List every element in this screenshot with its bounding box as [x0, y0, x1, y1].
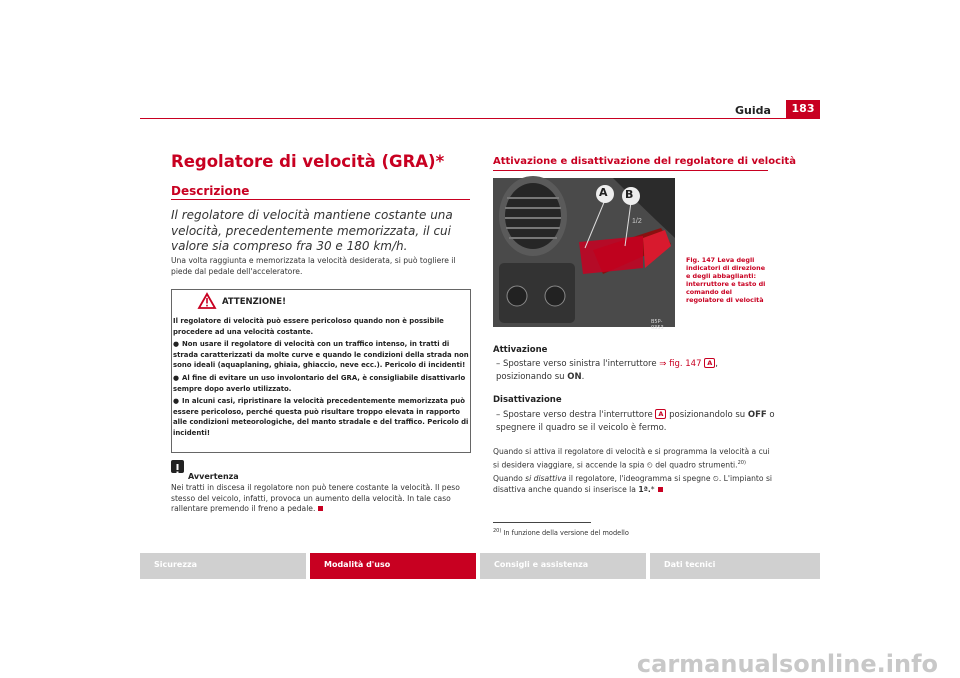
footnote-ref: 20) [737, 459, 746, 466]
bullet-icon: ● [173, 397, 180, 406]
info2-italic: si disattiva [525, 474, 567, 483]
figure-code: B5P-0353 [651, 319, 664, 331]
activation-on-label: ON [567, 371, 582, 382]
activation-end: . [581, 371, 585, 382]
info2-text: il regolatore, l'ideogramma si spegne [566, 474, 713, 483]
bullet-icon: ● [173, 340, 180, 349]
page-number: 183 [786, 100, 820, 118]
figure-reference-link[interactable]: ⇒ fig. 147 [659, 359, 702, 369]
note-body [171, 483, 471, 515]
gear-label: 1ª. [638, 484, 651, 494]
key-a-badge: A [655, 409, 666, 419]
info-paragraph-2 [493, 474, 775, 495]
deactivation-text: – Spostare verso destra l'interruttore [496, 410, 656, 420]
warning-header [172, 290, 470, 313]
note-body-text: Nei tratti in discesa il regolatore non può tenere costante la velocità. Il peso stesso del veicolo, infatti, provoca un aumento della velocità. In tale caso rallentare premendo il freno a pedale. [171, 483, 460, 514]
info-paragraph-1 [493, 447, 775, 471]
info2-end: * [650, 484, 655, 494]
warning-item-text: In alcuni casi, ripristinare la velocità precedentemente memorizzata può essere pericoloso, perché questa può risultare troppo elevata in rapporto alle condizioni meteorologiche, del manto stradale e del traffico. Pericolo di incidenti! [173, 397, 469, 437]
info2-prefix: Quando [493, 474, 526, 483]
footnote-rule [493, 522, 591, 523]
warning-triangle-icon [198, 293, 216, 313]
intro-paragraph: Il regolatore di velocità mantiene costante una velocità, precedentemente memorizzata, il cui valore sia compreso fra 30 e 180 km/h. [171, 208, 453, 253]
description-paragraph: Una volta raggiunta e memorizzata la velocità desiderata, si può togliere il piede dal pedale dell'acceleratore. [171, 256, 456, 276]
footnote-number: 20) [493, 528, 502, 534]
info1-text-after: del quadro strumenti. [652, 460, 738, 470]
right-section-title: Attivazione e disattivazione del regolatore di velocità [493, 156, 796, 167]
bullet-icon: ● [173, 373, 180, 382]
running-header-title: Guida [735, 104, 771, 117]
figure-label-b: B [625, 188, 634, 201]
warning-item-text: Non usare il regolatore di velocità con un traffico intenso, in tratti di strada caratterizzati da molte curve e quando le condizioni della strada non sono ideali (aquaplaning, ghiaia, ghiaccio, neve ecc.). Pericolo di incidenti! [173, 340, 469, 370]
warning-body [173, 316, 469, 439]
key-a-badge: A [704, 358, 715, 368]
warning-item [173, 396, 469, 438]
subsection-title: Descrizione [171, 184, 250, 198]
footnote [493, 528, 629, 537]
subsection-rule [171, 199, 470, 200]
warning-item-text: Al fine di evitare un uso involontario del GRA, è consigliabile disattivarlo sempre dopo averlo utilizzato. [173, 373, 466, 393]
activation-title: Attivazione [493, 345, 548, 355]
warning-title: ATTENZIONE! [222, 297, 286, 307]
note-info-icon [171, 460, 184, 473]
deactivation-off-label: OFF [747, 410, 767, 420]
figure-turn-signal-stalk [493, 178, 675, 331]
figure-caption: Fig. 147 Leva degli indicatori di direzione e degli abbaglianti: interruttore e tasto di comando del regolatore di velocità [686, 256, 766, 304]
activation-text-after: , posizionando su [496, 359, 718, 382]
note-title: Avvertenza [188, 472, 239, 481]
cruise-lamp-icon: ⏲ [712, 474, 719, 483]
figure-label-a: A [599, 186, 608, 199]
right-section-rule [493, 170, 768, 171]
warning-box [171, 289, 471, 453]
footer-tab-dati-tecnici[interactable]: Dati tecnici [650, 553, 820, 579]
footer-tab-modalita-duso[interactable]: Modalità d'uso [310, 553, 476, 579]
warning-intro: Il regolatore di velocità può essere pericoloso quando non è possibile procedere ad una velocità costante. [173, 317, 444, 336]
warning-item [173, 339, 469, 371]
warning-item [173, 373, 469, 394]
footnote-text: In funzione della versione del modello [503, 529, 629, 538]
footer-tab-consigli-assistenza[interactable]: Consigli e assistenza [480, 553, 646, 579]
deactivation-step [496, 409, 781, 434]
deactivation-text-mid: posizionandolo su [666, 410, 748, 420]
deactivation-title: Disattivazione [493, 395, 562, 405]
svg-text:1/2: 1/2 [632, 218, 642, 225]
footer-tab-sicurezza[interactable]: Sicurezza [140, 553, 306, 579]
end-marker-icon [658, 487, 663, 492]
activation-step [496, 358, 776, 383]
cruise-lamp-icon: ⏲ [646, 460, 653, 470]
header-rule [140, 118, 820, 119]
section-title: Regolatore di velocità (GRA)* [171, 152, 445, 171]
deactivation-text-after: o spegnere il quadro se il veicolo è fermo. [496, 410, 775, 433]
activation-text: – Spostare verso sinistra l'interruttore [496, 359, 660, 369]
watermark: carmanualsonline.info [636, 650, 938, 678]
end-marker-icon [318, 506, 323, 511]
info1-text: Quando si attiva il regolatore di velocità e si programma la velocità a cui si desidera viaggiare, si accende la spia [493, 447, 770, 470]
info2-text-after: . L'impianto si disattiva anche quando si inserisce la [493, 474, 773, 494]
